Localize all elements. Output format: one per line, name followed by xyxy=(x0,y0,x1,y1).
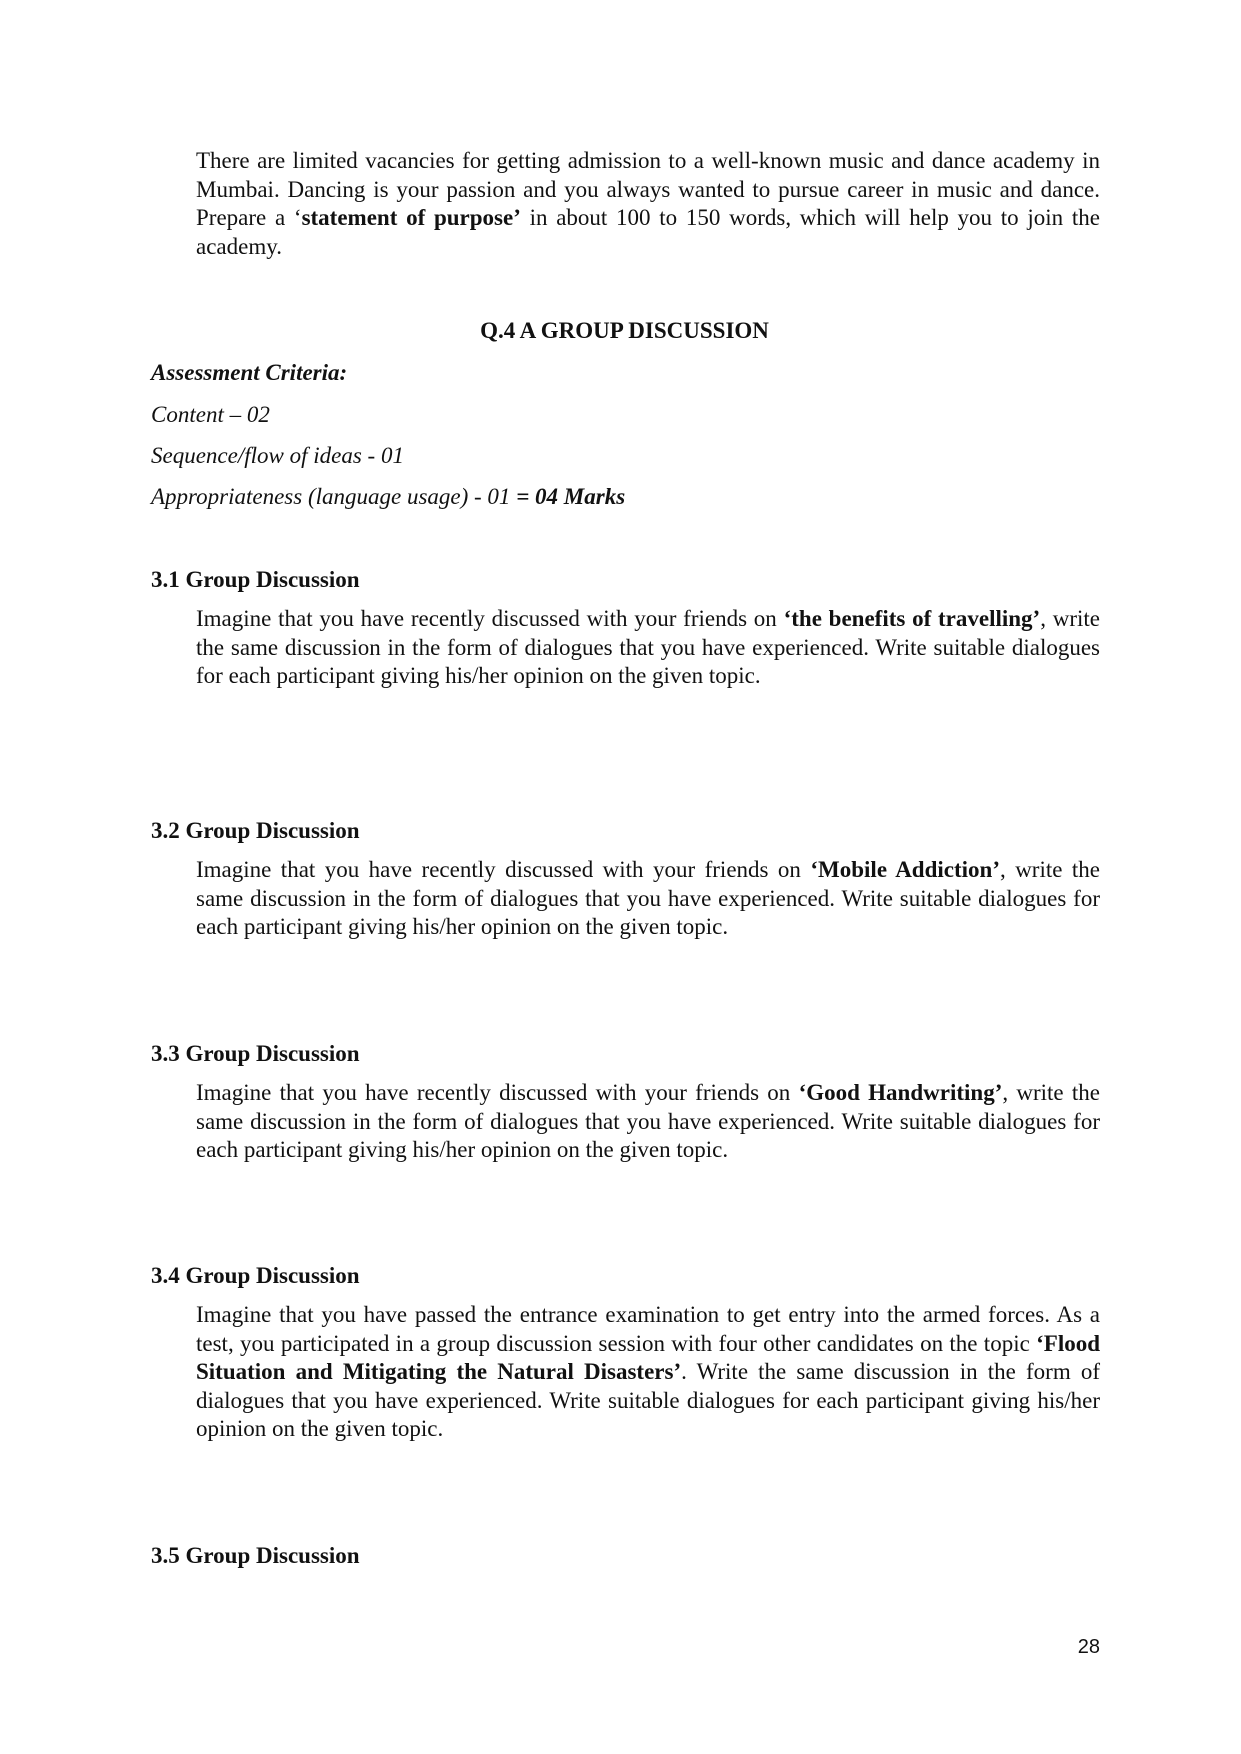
section-text-start: Imagine that you have passed the entrance examination to get entry into the armed forces. As a test, you participated in a group discussion session with four other candidates on the topic xyxy=(196,1302,1100,1356)
section-text-end: . Write the same discussion in the form of dialogues that you have experienced. Write suitable dialogues for each participant giving his/her opinion on the given topic. xyxy=(196,1359,1101,1441)
intro-text-start: There are limited vacancies for getting admission to a well-known music and dance academy in Mumbai. Dancing is your passion and you always wanted to pursue career in music and dance. Prepare a ‘ xyxy=(196,148,1100,230)
section-title-3-2: 3.2 Group Discussion xyxy=(151,818,360,843)
section-title-3-3: 3.3 Group Discussion xyxy=(151,1041,360,1066)
section-topic: ‘Flood Situation and Mitigating the Natural Disasters’ xyxy=(196,1330,1100,1384)
criteria-title: Assessment Criteria: xyxy=(151,360,348,385)
section-text-end: , write the same discussion in the form of dialogues that you have experienced. Write suitable dialogues for each participant giving his/her opinion on the given topic. xyxy=(196,606,1100,688)
criteria-total-marks: = 04 Marks xyxy=(516,484,626,509)
section-topic: ‘the benefits of travelling’ xyxy=(783,606,1041,631)
criteria-appropriateness-label: Appropriateness (language usage) - 01 xyxy=(151,484,517,509)
page-number: 28 xyxy=(1077,1636,1100,1658)
section-text-end: , write the same discussion in the form of dialogues that you have experienced. Write suitable dialogues for each participant giving his/her opinion on the given topic. xyxy=(196,857,1101,939)
section-title-3-5: 3.5 Group Discussion xyxy=(151,1543,360,1568)
section-text-end: , write the same discussion in the form of dialogues that you have experienced. Write suitable dialogues for each participant giving his/her opinion on the given topic. xyxy=(196,1080,1100,1162)
section-text-start: Imagine that you have recently discussed with your friends on xyxy=(196,606,784,631)
section-title-3-1: 3.1 Group Discussion xyxy=(151,567,360,592)
intro-text-end: in about 100 to 150 words, which will help you to join the academy. xyxy=(196,205,1100,259)
section-topic: ‘Mobile Addiction’ xyxy=(810,857,1000,882)
section-body-3-2 xyxy=(196,856,1100,942)
section-body-3-1 xyxy=(196,605,1100,691)
section-body-3-3 xyxy=(196,1079,1100,1165)
criteria-sequence: Sequence/flow of ideas - 01 xyxy=(151,443,404,468)
criteria-appropriateness xyxy=(151,484,625,510)
intro-paragraph xyxy=(196,147,1100,261)
section-body-3-4 xyxy=(196,1301,1100,1444)
q4-heading: Q.4 A GROUP DISCUSSION xyxy=(480,318,769,343)
section-text-start: Imagine that you have recently discussed with your friends on xyxy=(196,1080,799,1105)
section-topic: ‘Good Handwriting’ xyxy=(798,1080,1003,1105)
section-text-start: Imagine that you have recently discussed with your friends on xyxy=(196,857,811,882)
intro-bold-phrase: statement of purpose’ xyxy=(301,205,521,230)
criteria-content: Content – 02 xyxy=(151,402,270,427)
section-title-3-4: 3.4 Group Discussion xyxy=(151,1263,360,1288)
